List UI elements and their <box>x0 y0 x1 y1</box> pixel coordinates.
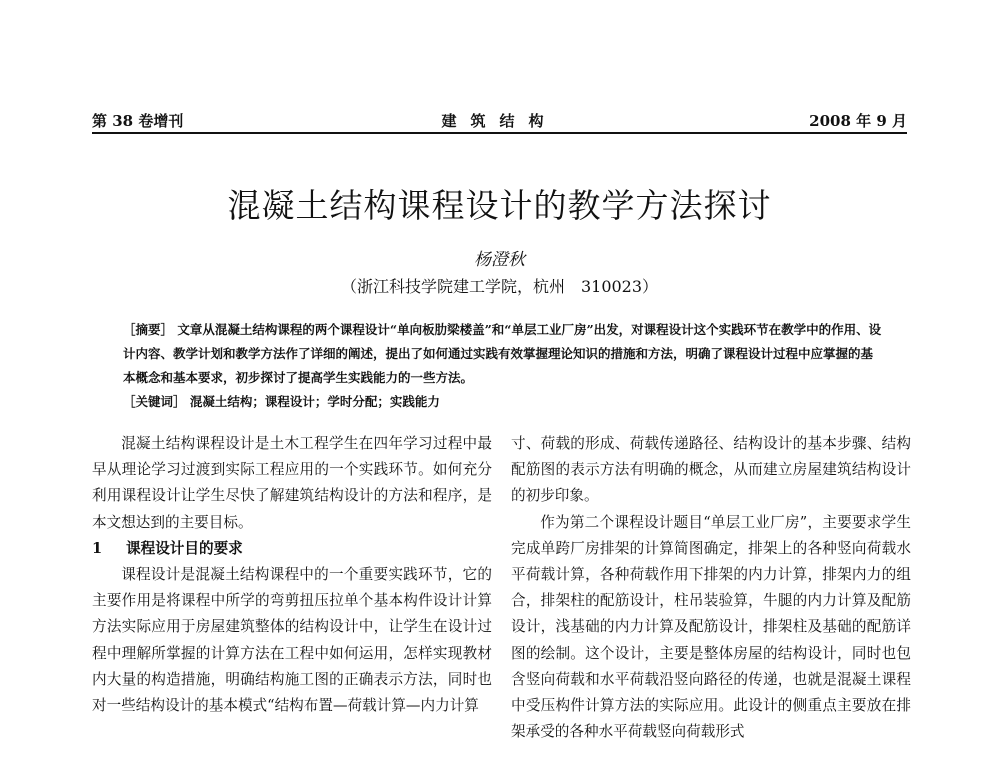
keywords-text: 混凝土结构；课程设计；学时分配；实践能力 <box>189 394 440 409</box>
keywords-paragraph <box>123 390 883 414</box>
abstract-label: ［摘要］ <box>123 322 174 337</box>
section-number: 1 <box>92 539 103 557</box>
volume-info: 第 38 卷增刊 <box>92 112 184 130</box>
abstract-paragraph <box>123 318 883 390</box>
issue-date: 2008 年 9 月 <box>809 112 907 130</box>
right-column <box>511 431 911 745</box>
header-rule <box>92 132 907 134</box>
journal-name: 建筑结构 <box>441 112 558 130</box>
section-title: 课程设计目的要求 <box>126 539 243 557</box>
left-column <box>92 431 492 719</box>
author-affiliation: （浙江科技学院建工学院，杭州 310023） <box>340 277 659 296</box>
paper-title: 混凝土结构课程设计的教学方法探讨 <box>227 186 772 225</box>
abstract-block <box>123 318 883 414</box>
author-name: 杨澄秋 <box>474 250 525 270</box>
abstract-text: 文章从混凝土结构课程的两个课程设计“单向板肋梁楼盖”和“单层工业厂房”出发，对课程设计这个实践环节在教学中的作用、设计内容、教学计划和教学方法作了详细的阐述，提出了如何通过实践有效掌握理论知识的措施和方法，明确了课程设计过程中应掌握的基本概念和基本要求，初步探讨了提高学生实践能力的一些方法。 <box>123 322 882 385</box>
continued-paragraph: 寸、荷载的形成、荷载传递路径、结构设计的基本步骤、结构配筋图的表示方法有明确的概念，从而建立房屋建筑结构设计的初步印象。 <box>511 435 911 505</box>
section-heading <box>92 536 492 562</box>
body-paragraph: 课程设计是混凝土结构课程中的一个重要实践环节，它的主要作用是将课程中所学的弯剪扭压拉单个基本构件设计计算方法实际应用于房屋建筑整体的结构设计中，让学生在设计过程中理解所掌握的计算方法在工程中如何运用，怎样实现教材内大量的构造措施，明确结构施工图的正确表示方法，同时也对一些结构设计的基本模式“结构布置—荷载计算—内力计算 <box>92 566 492 715</box>
keywords-label: ［关键词］ <box>123 394 186 409</box>
running-header <box>92 110 907 134</box>
body-paragraph: 作为第二个课程设计题目“单层工业厂房”，主要要求学生完成单跨厂房排架的计算简图确定，排架上的各种竖向荷载水平荷载计算，各种荷载作用下排架的内力计算，排架内力的组合，排架柱的配筋设计，柱吊装验算，牛腿的内力计算及配筋设计，浅基础的内力计算及配筋设计，排架柱及基础的配筋详图的绘制。这个设计，主要是整体房屋的结构设计，同时也包含竖向荷载和水平荷载沿竖向路径的传递，也就是混凝土课程中受压构件计算方法的实际应用。此设计的侧重点主要放在排架承受的各种水平荷载竖向荷载形式 <box>511 513 911 741</box>
intro-paragraph: 混凝土结构课程设计是土木工程学生在四年学习过程中最早从理论学习过渡到实际工程应用的一个实践环节。如何充分利用课程设计让学生尽快了解建筑结构设计的方法和程序，是本文想达到的主要目标。 <box>92 435 492 531</box>
